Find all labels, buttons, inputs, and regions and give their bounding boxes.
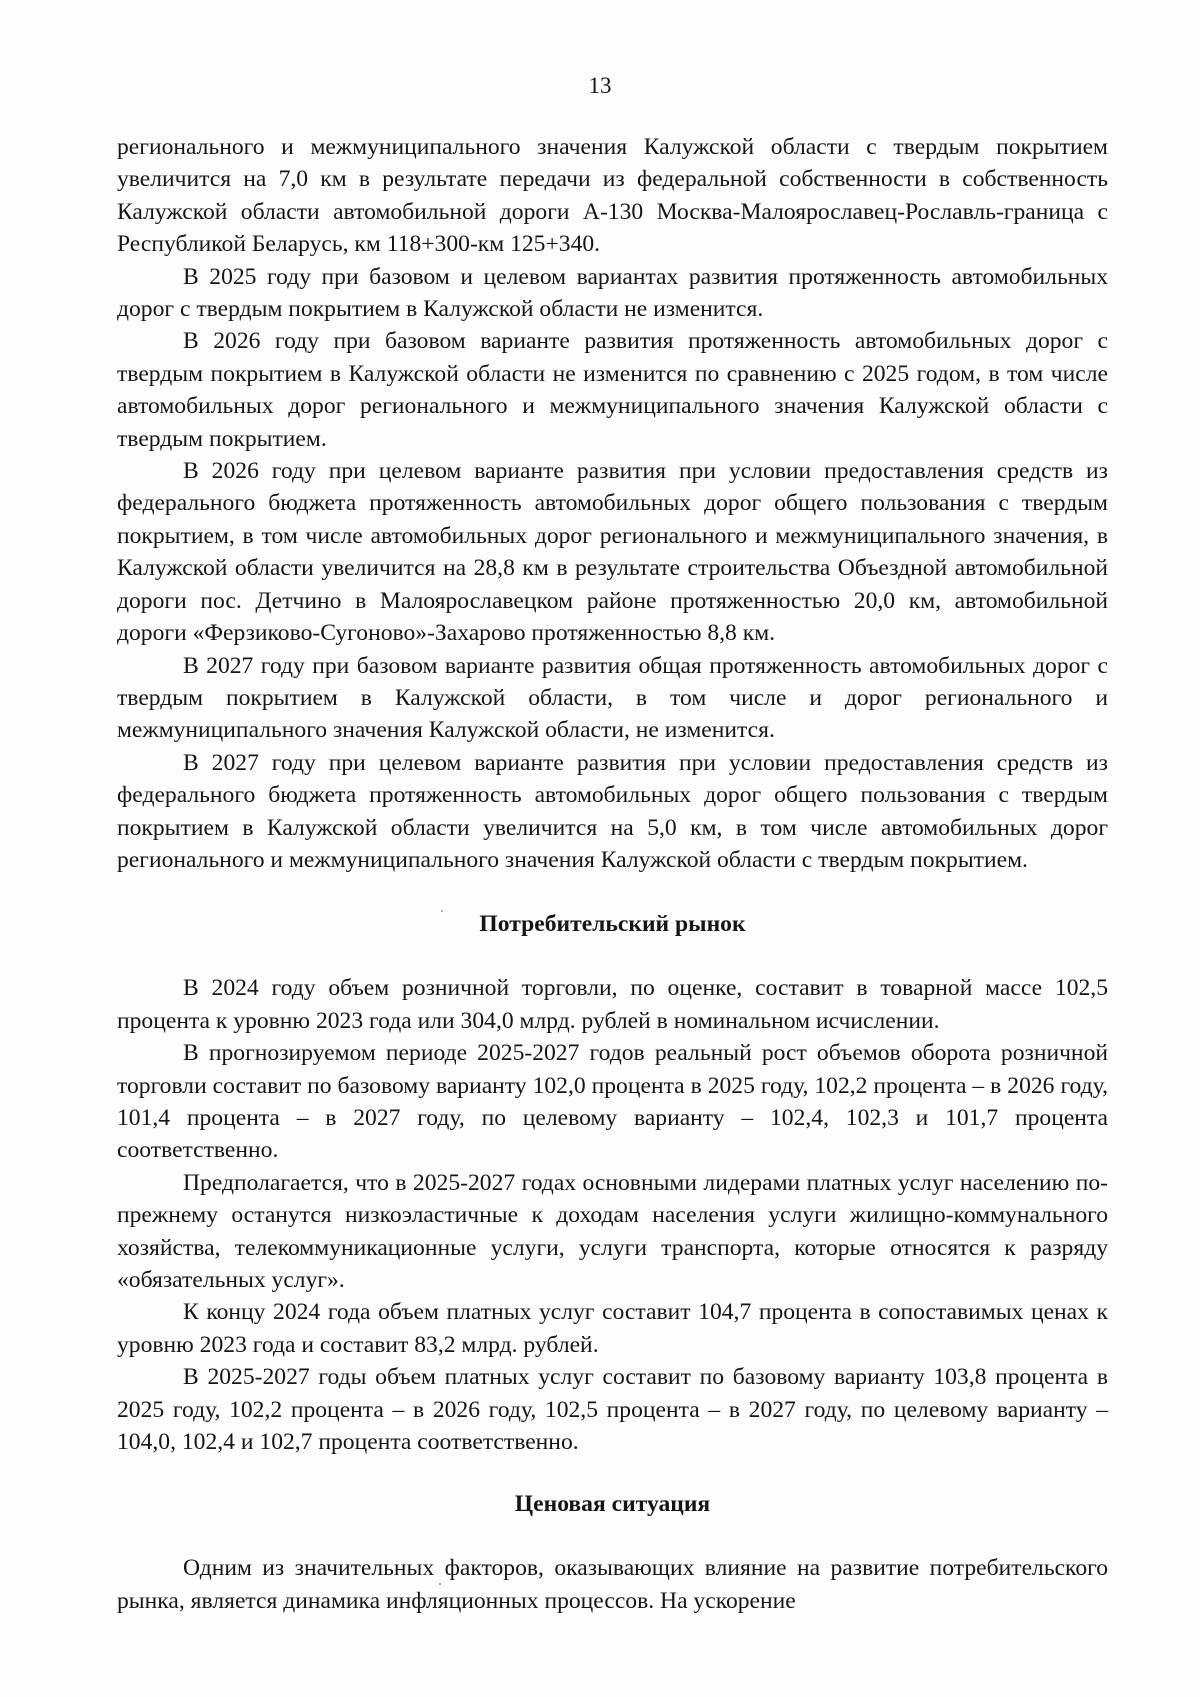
page-number: 13 xyxy=(588,73,612,98)
paragraph-roads-continued: регионального и межмуниципального значения Калужской области с твердым покрытием увеличится на 7,0 км в результате передачи из федеральной собственности в собственность Калужской области автомобильной дороги А-130 Москва-Малоярославец-Рославль-граница с Республикой Беларусь, км 118+300-км 125+340. xyxy=(117,134,1108,258)
paragraph-roads-2027-target: В 2027 году при целевом варианте развития при условии предоставления средств из федерального бюджета протяженность автомобильных дорог общего пользования с твердым покрытием в Калужской области увеличится на 5,0 км, в том числе автомобильных дорог регионального и межмуниципального значения Калужской области с твердым покрытием. xyxy=(117,749,1108,873)
paragraph-roads-2026-base: В 2026 году при базовом варианте развития протяженность автомобильных дорог с твердым покрытием в Калужской области не изменится по сравнению с 2025 годом, в том числе автомобильных дорог регионального и межмуниципального значения Калужской области с твердым покрытием. xyxy=(117,328,1108,452)
paragraph-roads-2026-target: В 2026 году при целевом варианте развития при условии предоставления средств из федерального бюджета протяженность автомобильных дорог общего пользования с твердым покрытием, в том числе автомобильных дорог регионального и межмуниципального значения, в Калужской области увеличится на 28,8 км в результате строительства Объездной автомобильной дороги пос. Детчино в Малоярославецком районе протяженностью 20,0 км, автомобильной дороги «Ферзиково-Сугоново»-Захарово протяженностью 8,8 км. xyxy=(117,458,1108,647)
scan-speck xyxy=(439,1583,441,1585)
document-body xyxy=(117,131,1108,1617)
paragraph-paid-services-leaders: Предполагается, что в 2025-2027 годах основными лидерами платных услуг населению по-прежнему останутся низкоэластичные к доходам населения услуги жилищно-коммунального хозяйства, телекоммуникационные услуги, услуги транспорта, которые относятся к разряду «обязательных услуг». xyxy=(117,1169,1108,1293)
scan-speck xyxy=(441,910,443,912)
paragraph-retail-2024: В 2024 году объем розничной торговли, по оценке, составит в товарной массе 102,5 процента к уровню 2023 года или 304,0 млрд. рублей в номинальном исчислении. xyxy=(117,975,1108,1034)
paragraph-retail-forecast: В прогнозируемом периоде 2025-2027 годов реальный рост объемов оборота розничной торговли составит по базовому варианту 102,0 процента в 2025 году, 102,2 процента – в 2026 году, 101,4 процента – в 2027 году, по целевому варианту – 102,4, 102,3 и 101,7 процента соответственно. xyxy=(117,1040,1108,1164)
paragraph-roads-2027-base: В 2027 году при базовом варианте развития общая протяженность автомобильных дорог с твердым покрытием в Калужской области, в том числе и дорог регионального и межмуниципального значения Калужской области, не изменится. xyxy=(117,652,1108,744)
section-heading-price-situation: Ценовая ситуация xyxy=(514,1491,711,1518)
section-heading-consumer-market: Потребительский рынок xyxy=(479,911,746,938)
paragraph-roads-2025: В 2025 году при базовом и целевом вариантах развития протяженность автомобильных дорог с твердым покрытием в Калужской области не изменится. xyxy=(117,263,1108,323)
paragraph-paid-services-2024: К концу 2024 года объем платных услуг составит 104,7 процента в сопоставимых ценах к уровню 2023 года и составит 83,2 млрд. рублей. xyxy=(117,1299,1108,1358)
paragraph-paid-services-forecast: В 2025-2027 годы объем платных услуг составит по базовому варианту 103,8 процента в 2025 году, 102,2 процента – в 2026 году, 102,5 процента – в 2027 году, по целевому варианту – 104,0, 102,4 и 102,7 процента соответственно. xyxy=(117,1364,1108,1456)
paragraph-inflation: Одним из значительных факторов, оказывающих влияние на развитие потребительского рынка, является динамика инфляционных процессов. На ускорение xyxy=(117,1555,1108,1614)
